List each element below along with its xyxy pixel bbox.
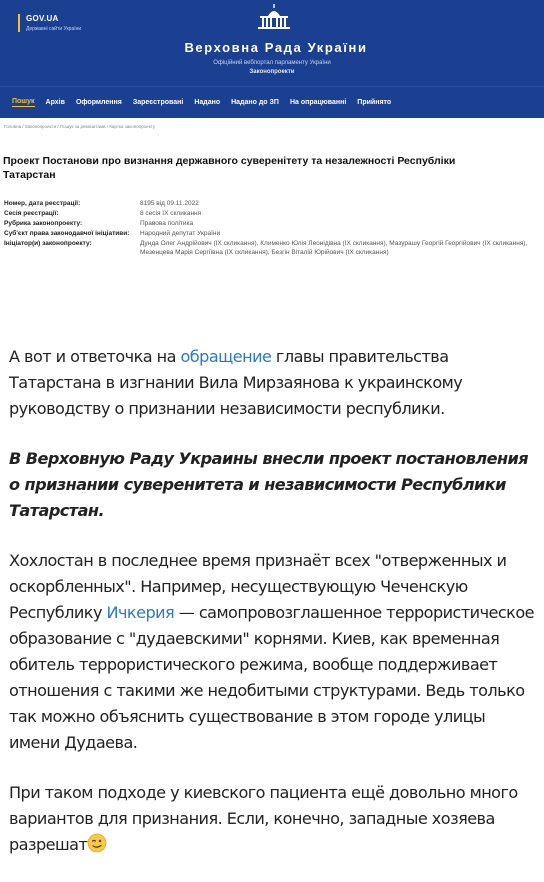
main-nav: [0, 86, 544, 118]
post-paragraph-3: [9, 548, 539, 756]
nav-design[interactable]: Оформлення: [75, 99, 122, 106]
bill-title: Проект Постанови про визнання державного суверенітету та незалежності Республіки Татарстан: [3, 155, 456, 181]
prop-key: Сесія реєстрації:: [4, 210, 59, 217]
prop-key: Ініціатор(и) законопроекту:: [4, 240, 92, 247]
parliament-building-icon: [254, 4, 294, 32]
prop-value: Правова політика: [140, 220, 194, 227]
post-paragraph-2: В Верховную Раду Украины внесли проект постановления о признании суверенитета и независимости Республики Татарстан.: [9, 449, 529, 520]
nav-search[interactable]: Пошук: [12, 98, 35, 105]
prop-row: [4, 239, 544, 257]
nav-provided-zp[interactable]: Надано до ЗП: [231, 99, 279, 106]
prop-key: Номер, дата реєстрації:: [4, 200, 81, 207]
prop-value: Дунда Олег Андрійович (IX скликання), Клименко Юлія Леонідівна (IX скликання), Мазурашу Георгій Георгійович (IX скликання), Мезенцева Марія Сергіївна (IX скликання), Безгін Віталій Юрійович (IX скликання): [140, 240, 528, 256]
bill-screenshot: [0, 0, 544, 285]
prop-key: Суб'єкт права законодавчої ініціативи:: [4, 230, 130, 237]
prop-key: Рубрика законопроекту:: [4, 220, 83, 227]
site-section: Законопроекти: [249, 69, 295, 75]
p1-text-pre: А вот и ответочка на: [9, 347, 181, 366]
winking-face-emoji-icon: [87, 833, 107, 853]
nav-provided[interactable]: Надано: [194, 99, 221, 106]
p3-text-pre: Хохлостан в последнее время признаёт всех "отверженных и оскорбленных". Например, несуществующую Чеченскую Республику: [9, 551, 507, 622]
prop-value: Народний депутат України: [140, 230, 221, 237]
prop-row: [4, 199, 544, 208]
breadcrumb[interactable]: Головна / Законопроекти / Пошук за реквізитами / Картка законопроекту: [4, 124, 156, 129]
p4-text: При таком подходе у киевского пациента ещё довольно много вариантов для признания. Если, конечно, западные хозяева разрешат: [9, 783, 518, 854]
ichkeria-link[interactable]: Ичкерия: [106, 603, 175, 622]
nav-registered[interactable]: Зареєстровані: [132, 99, 184, 106]
gov-sublabel: Державні сайти України: [26, 26, 82, 32]
prop-value: 8195 від 09.11.2022: [140, 200, 199, 207]
prop-row: [4, 229, 544, 238]
site-title: Верховна Рада України: [184, 40, 368, 55]
prop-row: [4, 219, 544, 228]
site-header: [0, 0, 544, 86]
p3-text-post: — самопровозглашенное террористическое образование с "дудаевскими" корнями. Киев, как временная обитель террористического режима, вообще поддерживает отношения с такими же недобитыми структурами. Ведь только так можно объяснить существование в этом городе улицы имени Дудаева.: [9, 603, 534, 752]
nav-processing[interactable]: На опрацюванні: [289, 99, 347, 106]
appeal-link[interactable]: обращение: [180, 347, 272, 366]
nav-archive[interactable]: Архів: [45, 99, 65, 106]
prop-row: [4, 209, 544, 218]
nav-adopted[interactable]: Прийнято: [357, 99, 392, 106]
prop-value: 8 сесія IX скликання: [140, 210, 202, 217]
post-body: [9, 294, 539, 882]
ukraine-flag-icon: [9, 299, 29, 313]
gov-label: GOV.UA: [26, 14, 59, 23]
gov-ua-logo[interactable]: [18, 14, 81, 32]
p1-text-post: главы правительства Татарстана в изгнании Вила Мирзаянова к украинскому руководству о признании независимости республики.: [9, 347, 463, 418]
post-paragraph-4: [9, 780, 539, 858]
bill-properties: [0, 199, 544, 257]
post-paragraph-1: [9, 294, 539, 320]
site-subtitle: Офіційний вебпортал парламенту України: [213, 60, 331, 66]
